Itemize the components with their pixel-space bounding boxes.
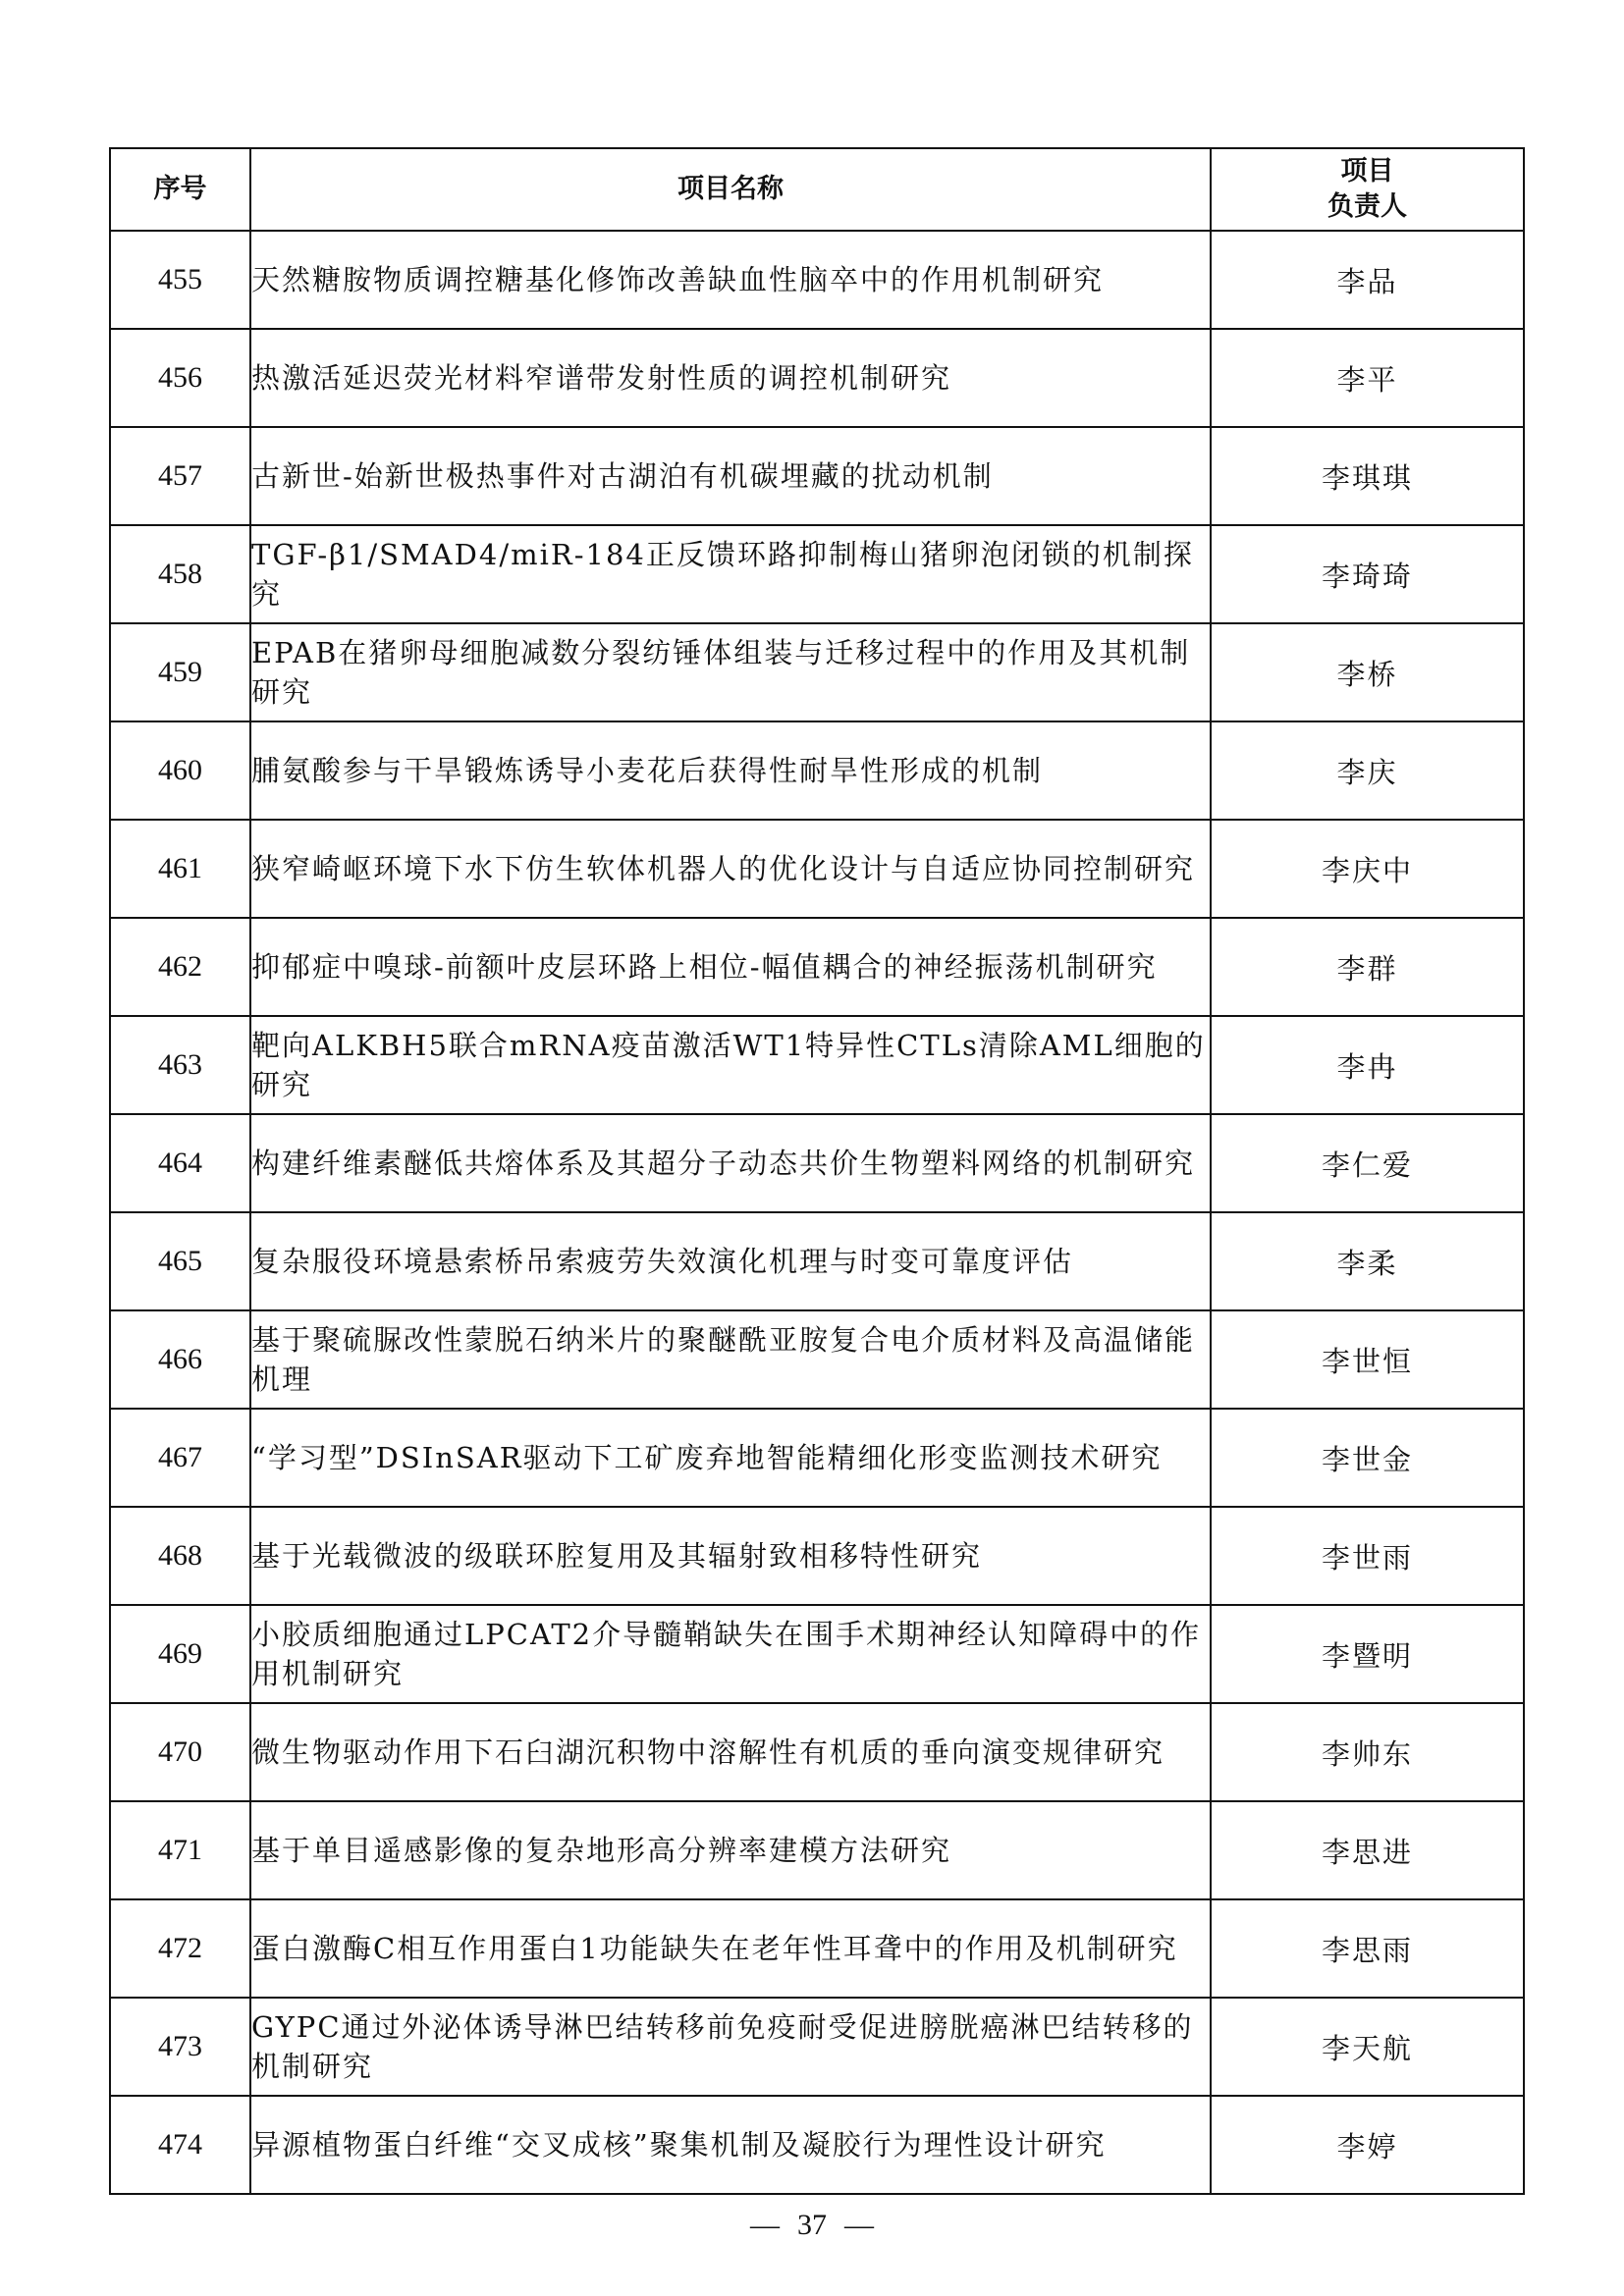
row-project-owner: 李婷 <box>1211 2096 1524 2194</box>
row-project-owner: 李帅东 <box>1211 1703 1524 1801</box>
row-project-owner: 李仁爱 <box>1211 1114 1524 1212</box>
row-project-owner: 李暨明 <box>1211 1605 1524 1703</box>
page-number: 37 <box>797 2209 827 2241</box>
table-row <box>110 1998 1524 2096</box>
row-serial-number: 472 <box>110 1899 250 1998</box>
row-project-name: 热激活延迟荧光材料窄谱带发射性质的调控机制研究 <box>250 329 1211 427</box>
table-row <box>110 1114 1524 1212</box>
row-serial-number: 460 <box>110 721 250 820</box>
row-project-owner: 李柔 <box>1211 1212 1524 1310</box>
table-row <box>110 1409 1524 1507</box>
row-project-name: 基于单目遥感影像的复杂地形高分辨率建模方法研究 <box>250 1801 1211 1899</box>
row-serial-number: 463 <box>110 1016 250 1114</box>
row-project-name: 脯氨酸参与干旱锻炼诱导小麦花后获得性耐旱性形成的机制 <box>250 721 1211 820</box>
row-project-owner: 李琦琦 <box>1211 525 1524 623</box>
table-row <box>110 1507 1524 1605</box>
row-project-name: 抑郁症中嗅球-前额叶皮层环路上相位-幅值耦合的神经振荡机制研究 <box>250 918 1211 1016</box>
project-table <box>109 147 1525 2195</box>
row-project-owner: 李品 <box>1211 231 1524 329</box>
table-row <box>110 1212 1524 1310</box>
row-project-name: EPAB在猪卵母细胞减数分裂纺锤体组装与迁移过程中的作用及其机制研究 <box>250 623 1211 721</box>
row-project-name: 蛋白激酶C相互作用蛋白1功能缺失在老年性耳聋中的作用及机制研究 <box>250 1899 1211 1998</box>
table-row <box>110 1016 1524 1114</box>
row-project-owner: 李世金 <box>1211 1409 1524 1507</box>
row-serial-number: 458 <box>110 525 250 623</box>
row-project-owner: 李思进 <box>1211 1801 1524 1899</box>
table-row <box>110 1899 1524 1998</box>
row-project-name: 构建纤维素醚低共熔体系及其超分子动态共价生物塑料网络的机制研究 <box>250 1114 1211 1212</box>
row-project-owner: 李群 <box>1211 918 1524 1016</box>
row-serial-number: 465 <box>110 1212 250 1310</box>
table-row <box>110 918 1524 1016</box>
row-project-name: 基于光载微波的级联环腔复用及其辐射致相移特性研究 <box>250 1507 1211 1605</box>
row-project-owner: 李平 <box>1211 329 1524 427</box>
row-project-name: 复杂服役环境悬索桥吊索疲劳失效演化机理与时变可靠度评估 <box>250 1212 1211 1310</box>
table-row <box>110 1703 1524 1801</box>
header-project-name: 项目名称 <box>250 148 1211 231</box>
row-project-owner: 李冉 <box>1211 1016 1524 1114</box>
row-project-name: 靶向ALKBH5联合mRNA疫苗激活WT1特异性CTLs清除AML细胞的研究 <box>250 1016 1211 1114</box>
row-serial-number: 474 <box>110 2096 250 2194</box>
row-project-owner: 李庆中 <box>1211 820 1524 918</box>
table-row <box>110 1801 1524 1899</box>
row-project-name: 微生物驱动作用下石臼湖沉积物中溶解性有机质的垂向演变规律研究 <box>250 1703 1211 1801</box>
row-serial-number: 459 <box>110 623 250 721</box>
table-row <box>110 1605 1524 1703</box>
table-row <box>110 721 1524 820</box>
row-project-name: 狭窄崎岖环境下水下仿生软体机器人的优化设计与自适应协同控制研究 <box>250 820 1211 918</box>
row-project-owner: 李世恒 <box>1211 1310 1524 1409</box>
footer-dash-left: — <box>750 2209 780 2241</box>
row-serial-number: 471 <box>110 1801 250 1899</box>
row-project-owner: 李桥 <box>1211 623 1524 721</box>
row-project-owner: 李世雨 <box>1211 1507 1524 1605</box>
row-serial-number: 466 <box>110 1310 250 1409</box>
row-serial-number: 462 <box>110 918 250 1016</box>
row-project-name: 基于聚硫脲改性蒙脱石纳米片的聚醚酰亚胺复合电介质材料及高温储能机理 <box>250 1310 1211 1409</box>
table-row <box>110 525 1524 623</box>
header-serial-number: 序号 <box>110 148 250 231</box>
row-project-name: 异源植物蛋白纤维“交叉成核”聚集机制及凝胶行为理性设计研究 <box>250 2096 1211 2194</box>
row-project-name: TGF-β1/SMAD4/miR-184正反馈环路抑制梅山猪卵泡闭锁的机制探究 <box>250 525 1211 623</box>
table-row <box>110 231 1524 329</box>
row-serial-number: 469 <box>110 1605 250 1703</box>
row-project-name: 古新世-始新世极热事件对古湖泊有机碳埋藏的扰动机制 <box>250 427 1211 525</box>
row-project-name: GYPC通过外泌体诱导淋巴结转移前免疫耐受促进膀胱癌淋巴结转移的机制研究 <box>250 1998 1211 2096</box>
row-project-owner: 李天航 <box>1211 1998 1524 2096</box>
header-owner-line-1: 项目 <box>1340 156 1394 187</box>
table-row <box>110 427 1524 525</box>
row-serial-number: 455 <box>110 231 250 329</box>
table-row <box>110 1310 1524 1409</box>
table-row <box>110 820 1524 918</box>
row-project-name: 天然糖胺物质调控糖基化修饰改善缺血性脑卒中的作用机制研究 <box>250 231 1211 329</box>
row-project-name: 小胶质细胞通过LPCAT2介导髓鞘缺失在围手术期神经认知障碍中的作用机制研究 <box>250 1605 1211 1703</box>
table-header-row <box>110 148 1524 231</box>
header-owner-line-2: 负责人 <box>1327 191 1407 222</box>
row-serial-number: 457 <box>110 427 250 525</box>
row-serial-number: 468 <box>110 1507 250 1605</box>
row-project-owner: 李琪琪 <box>1211 427 1524 525</box>
row-serial-number: 464 <box>110 1114 250 1212</box>
row-project-owner: 李思雨 <box>1211 1899 1524 1998</box>
footer-dash-right: — <box>844 2209 874 2241</box>
table-row <box>110 623 1524 721</box>
row-project-owner: 李庆 <box>1211 721 1524 820</box>
row-serial-number: 467 <box>110 1409 250 1507</box>
header-project-owner <box>1211 148 1524 231</box>
row-serial-number: 470 <box>110 1703 250 1801</box>
page-footer <box>0 2209 1624 2242</box>
row-serial-number: 456 <box>110 329 250 427</box>
row-project-name: “学习型”DSInSAR驱动下工矿废弃地智能精细化形变监测技术研究 <box>250 1409 1211 1507</box>
row-serial-number: 461 <box>110 820 250 918</box>
row-serial-number: 473 <box>110 1998 250 2096</box>
table-row <box>110 2096 1524 2194</box>
table-row <box>110 329 1524 427</box>
